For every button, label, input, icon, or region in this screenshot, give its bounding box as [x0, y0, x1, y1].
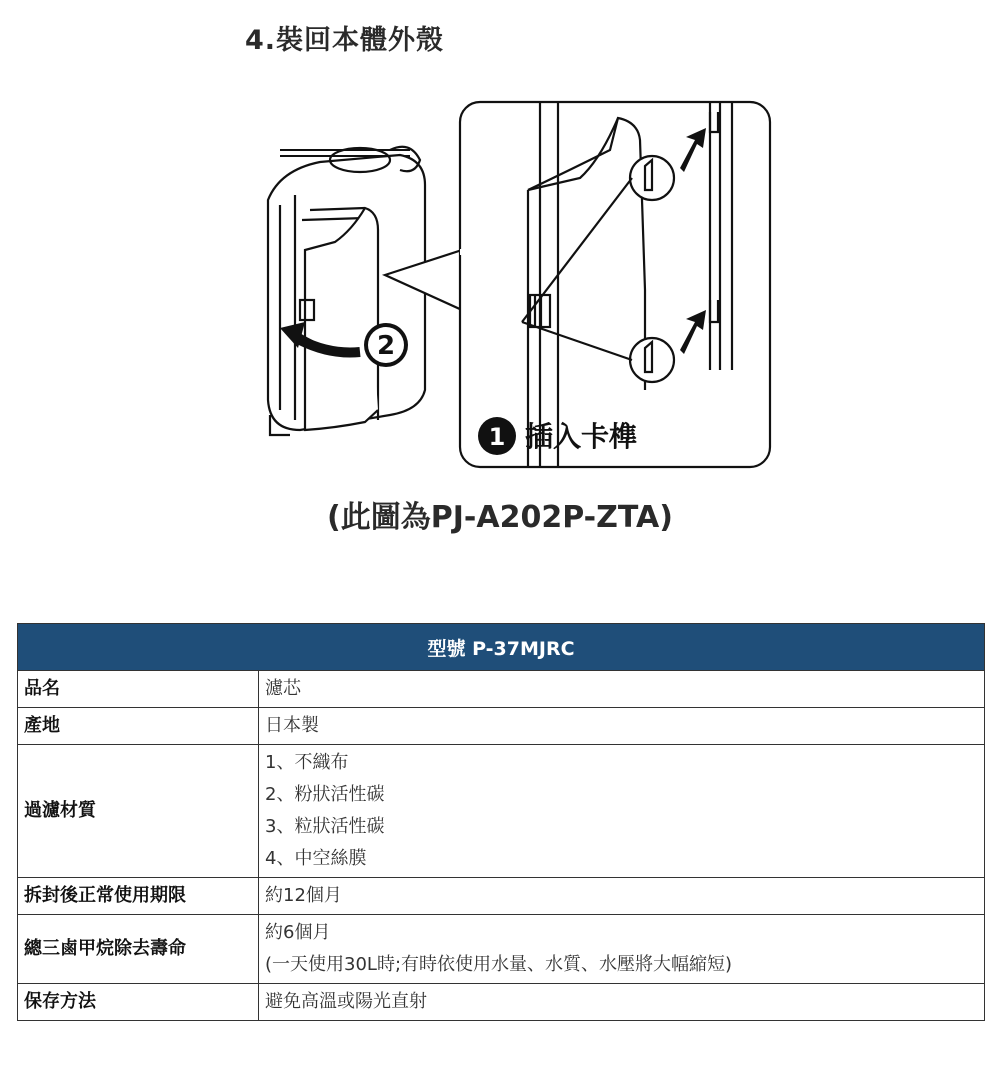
row-label: 過濾材質: [18, 745, 259, 878]
diagram-caption: (此圖為PJ-A202P-ZTA): [327, 500, 673, 535]
table-row: [18, 984, 985, 1021]
row-label: 產地: [18, 708, 259, 745]
spec-table-header: 型號 P-37MJRC: [18, 624, 985, 671]
svg-text:1: 1: [488, 423, 506, 451]
table-row: [18, 878, 985, 915]
step1-badge: [478, 417, 516, 455]
row-value: 濾芯: [259, 671, 985, 708]
table-row: [18, 708, 985, 745]
table-row: [18, 915, 985, 984]
row-label: 品名: [18, 671, 259, 708]
step2-badge: [364, 323, 408, 367]
row-label: 總三鹵甲烷除去壽命: [18, 915, 259, 984]
svg-text:2: 2: [376, 331, 396, 361]
row-value: 約12個月: [259, 878, 985, 915]
detail-callout: [460, 102, 770, 467]
spec-table: [17, 623, 985, 1021]
table-row: [18, 671, 985, 708]
row-value: 1、不織布 2、粉狀活性碳 3、粒狀活性碳 4、中空絲膜: [259, 745, 985, 878]
installation-diagram: [240, 90, 780, 480]
table-row: [18, 745, 985, 878]
row-value: 約6個月 (一天使用30L時;有時依使用水量、水質、水壓將大幅縮短): [259, 915, 985, 984]
row-label: 拆封後正常使用期限: [18, 878, 259, 915]
row-value: 避免高溫或陽光直射: [259, 984, 985, 1021]
row-value: 日本製: [259, 708, 985, 745]
step1-label: 插入卡榫: [525, 420, 638, 453]
row-label: 保存方法: [18, 984, 259, 1021]
filter-unit-drawing: [268, 147, 425, 435]
step-title: 4.裝回本體外殼: [245, 25, 445, 56]
